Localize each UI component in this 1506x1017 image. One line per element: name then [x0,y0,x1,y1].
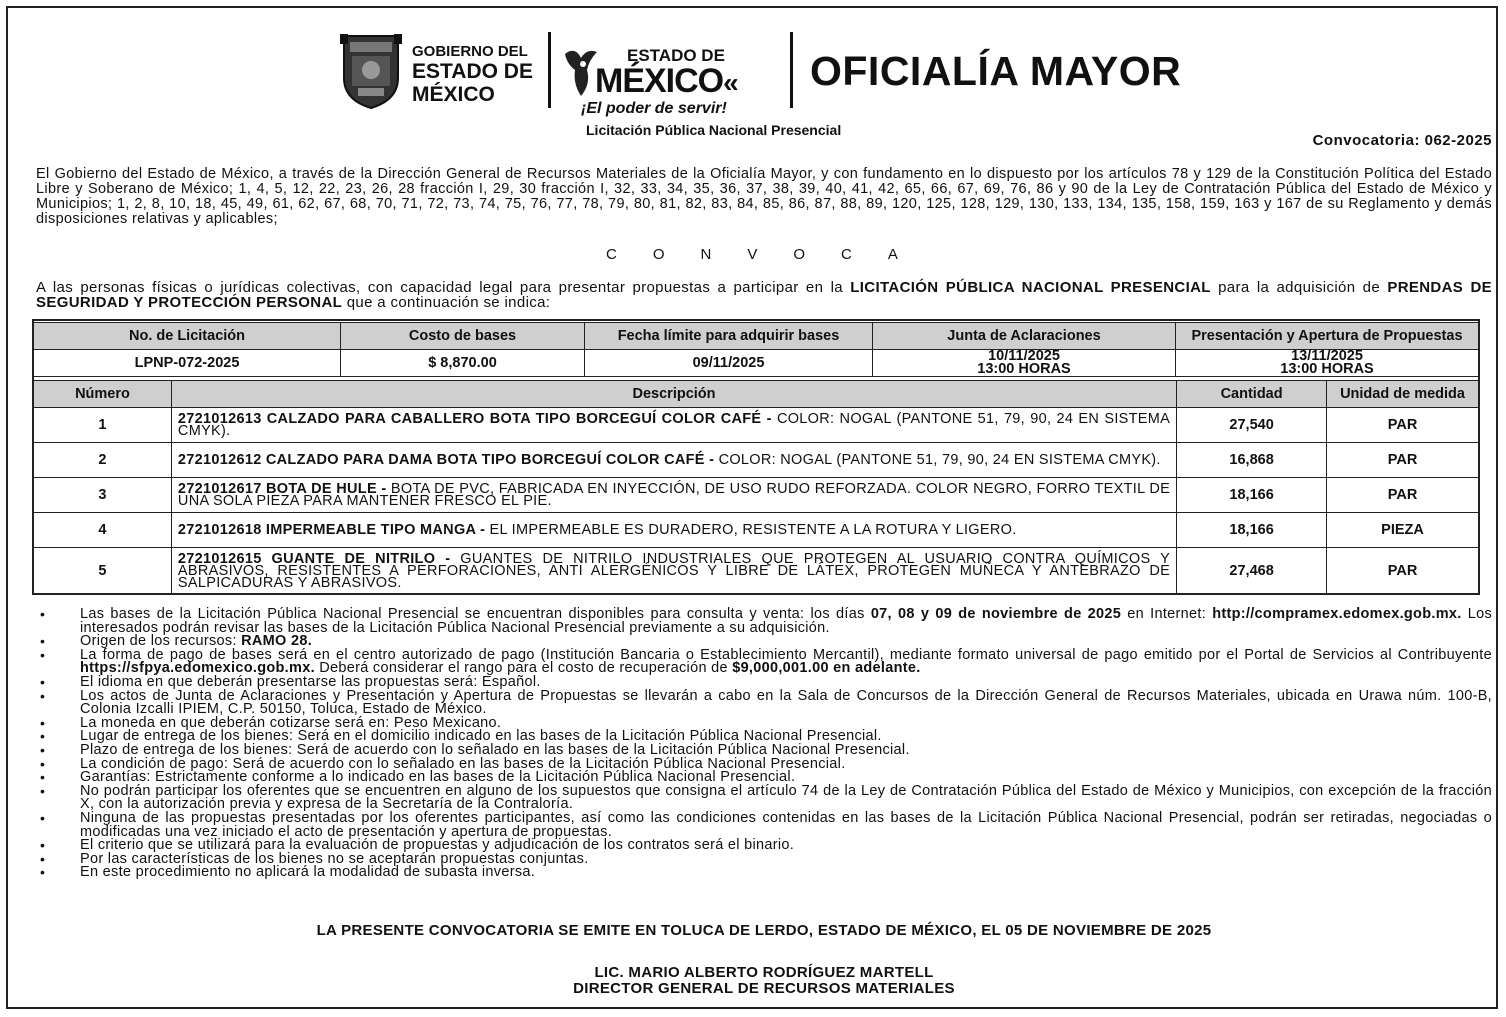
sfpya-link[interactable]: https://sfpya.edomexico.gob.mx. [80,660,315,677]
list-item: • Lugar de entrega de los bienes: Será en el domicilio indicado en las bases de la Licitación Pública Nacional Presencial. [36,730,1492,744]
list-item: • En este procedimiento no aplicará la modalidad de subasta inversa. [36,866,1492,880]
tender-number: LPNP-072-2025 [34,350,341,377]
list-item: • Por las características de los bienes no se aceptarán propuestas conjuntas. [36,853,1492,867]
divider [790,32,793,108]
list-item: • No podrán participar los oferentes que se encuentren en alguno de los supuestos que consigna el artículo 74 de la Ley de Contratación Pública del Estado de México y Municipios, con excepción de la fracción X, con la autorización previa y expresa de la Secretaría de la Contraloría. [36,785,1492,812]
list-item: • Las bases de la Licitación Pública Nacional Presencial se encuentran disponibles para consulta y venta: los días 07, 08 y 09 de noviembre de 2025 en Internet: http://compramex.edomex.gob.mx. Los interesados podrán revisar las bases de la Licitación Pública Nacional Presencial previamente a su adquisición. [36,608,1492,635]
list-item: • Plazo de entrega de los bienes: Será de acuerdo con lo señalado en las bases de la Licitación Pública Nacional Presencial. [36,744,1492,758]
notice-subtitle: Licitación Pública Nacional Presencial [586,122,842,138]
closing-statement: LA PRESENTE CONVOCATORIA SE EMITE EN TOLUCA DE LERDO, ESTADO DE MÉXICO, EL 05 DE NOVIEMBRE DE 2025 [316,922,1212,939]
list-item: • La forma de pago de bases será en el centro autorizado de pago (Institución Bancaria o Establecimiento Mercantil), mediante formato universal de pago emitido por el Portal de Servicios al Contribuyente https://sfpya.edomexico.gob.mx. Deberá considerar el rango para el costo de recuperación de $9,000,001.00 en adelante. [36,649,1492,676]
list-item: • Origen de los recursos: RAMO 28. [36,635,1492,649]
table-row: 2 2721012612 CALZADO PARA DAMA BOTA TIPO BORCEGUÍ COLOR CAFÉ - COLOR: NOGAL (PANTONE 51, 79, 90, 24 EN SISTEMA CMYK). 16,868 PAR [34,443,1479,478]
proposal-opening: 13/11/2025 13:00 HORAS [1176,350,1479,377]
items-table [33,380,1479,594]
table-row: 3 2721012617 BOTA DE HULE - BOTA DE PVC, FABRICADA EN INYECCIÓN, DE USO RUDO REFORZADA. COLOR NEGRO, FORRO TEXTIL DE UNA SOLA PIEZA PARA MANTENER FRESCO EL PIE. 18,166 PAR [34,478,1479,513]
header-cell: Junta de Aclaraciones [873,323,1176,350]
items-header-row [34,381,1479,408]
table-row: 5 2721012615 GUANTE DE NITRILO - GUANTES DE NITRILO INDUSTRIALES QUE PROTEGEN AL USUARIO CONTRA QUÍMICOS Y ABRASIVOS, RESISTENTES A PERFORACIONES, ANTI ALERGÉNICOS Y LIBRE DE LÁTEX, PROTEGEN MUÑECA Y ANTEBRAZO DE SALPICADURAS Y ABRASIVOS. 27,468 PAR [34,548,1479,594]
list-item: • La condición de pago: Será de acuerdo con lo señalado en las bases de la Licitación Pública Nacional Presencial. [36,758,1492,772]
summary-table [33,322,1479,377]
notice-page [6,6,1498,1009]
list-item: • El criterio que se utilizará para la evaluación de propuestas y adjudicación de los contratos será el binario. [36,839,1492,853]
signer-title: DIRECTOR GENERAL DE RECURSOS MATERIALES [573,980,955,997]
bases-deadline: 09/11/2025 [585,350,873,377]
estado-mexico-word: MÉXICO« [595,62,738,100]
office-title: OFICIALÍA MAYOR [810,48,1182,94]
header-cell: Costo de bases [341,323,585,350]
state-seal-icon [336,30,406,110]
clarification-meeting: 10/11/2025 13:00 HORAS [873,350,1176,377]
convocatoria-number: Convocatoria: 062-2025 [1312,132,1492,149]
header-cell: Descripción [171,381,1176,408]
header-cell: Presentación y Apertura de Propuestas [1176,323,1479,350]
invitation-paragraph: A las personas físicas o jurídicas colectivas, con capacidad legal para presentar propuestas a participar en la LICITACIÓN PÚBLICA NACIONAL PRESENCIAL para la adquisición de PRENDAS DE SEGURIDAD Y PROTECCIÓN PERSONAL que a continuación se indica: [36,279,1492,311]
header-cell: Unidad de medida [1327,381,1479,408]
list-item: • El idioma en que deberán presentarse las propuestas será: Español. [36,676,1492,690]
conditions-list [36,608,1492,880]
convoca-heading: CONVOCA [606,246,934,263]
header-cell: Número [34,381,172,408]
list-item: • Ninguna de las propuestas presentadas por los oferentes participantes, así como las condiciones contenidas en las bases de la Licitación Pública Nacional Presencial, podrán ser retiradas, negociadas o modificadas una vez iniciado el acto de presentación y apertura de propuestas. [36,812,1492,839]
intro-paragraph: El Gobierno del Estado de México, a través de la Dirección General de Recursos Materiales de la Oficialía Mayor, y con fundamento en lo dispuesto por los artículos 78 y 129 de la Constitución Política del Estado Libre y Soberano de México; 1, 4, 5, 12, 22, 23, 26, 28 fracción I, 29, 30 fracción I, 32, 33, 34, 35, 36, 37, 38, 39, 40, 41, 42, 65, 66, 67, 69, 76, 86 y 90 de la Ley de Contratación Pública del Estado de México y Municipios; 1, 2, 8, 10, 18, 45, 49, 61, 62, 67, 68, 70, 71, 72, 73, 74, 75, 76, 77, 78, 79, 80, 81, 82, 83, 84, 85, 86, 87, 88, 89, 120, 125, 128, 129, 130, 133, 134, 135, 158, 159, 163 y 167 de su Reglamento y demás disposiciones relativas y aplicables; [36,166,1492,227]
header [336,26,1236,116]
bases-cost: $ 8,870.00 [341,350,585,377]
compramex-link[interactable]: http://compramex.edomex.gob.mx. [1212,606,1462,622]
header-cell: No. de Licitación [34,323,341,350]
gobierno-wordmark: GOBIERNO DEL ESTADO DE MÉXICO [412,43,533,106]
summary-value-row [34,350,1479,377]
header-cell: Fecha límite para adquirir bases [585,323,873,350]
list-item: • Garantías: Estrictamente conforme a lo indicado en las bases de la Licitación Pública Nacional Presencial. [36,771,1492,785]
table-row: 1 2721012613 CALZADO PARA CABALLERO BOTA TIPO BORCEGUÍ COLOR CAFÉ - COLOR: NOGAL (PANTONE 51, 79, 90, 24 EN SISTEMA CMYK). 27,540 PAR [34,408,1479,443]
signer-name: LIC. MARIO ALBERTO RODRÍGUEZ MARTELL [594,964,934,981]
list-item: • La moneda en que deberán cotizarse será en: Peso Mexicano. [36,717,1492,731]
summary-header-row [34,323,1479,350]
table-row: 4 2721012618 IMPERMEABLE TIPO MANGA - EL IMPERMEABLE ES DURADERO, RESISTENTE A LA ROTURA Y LIGERO. 18,166 PIEZA [34,513,1479,548]
header-cell: Cantidad [1177,381,1327,408]
list-item: • Los actos de Junta de Aclaraciones y Presentación y Apertura de Propuestas se llevarán a cabo en la Sala de Concursos de la Dirección General de Recursos Materiales, ubicada en Urawa núm. 100-B, Colonia Izcalli IPIEM, C.P. 50150, Toluca, Estado de México. [36,690,1492,717]
estado-logo: ESTADO DE MÉXICO« ¡El poder de servir! [541,36,741,116]
